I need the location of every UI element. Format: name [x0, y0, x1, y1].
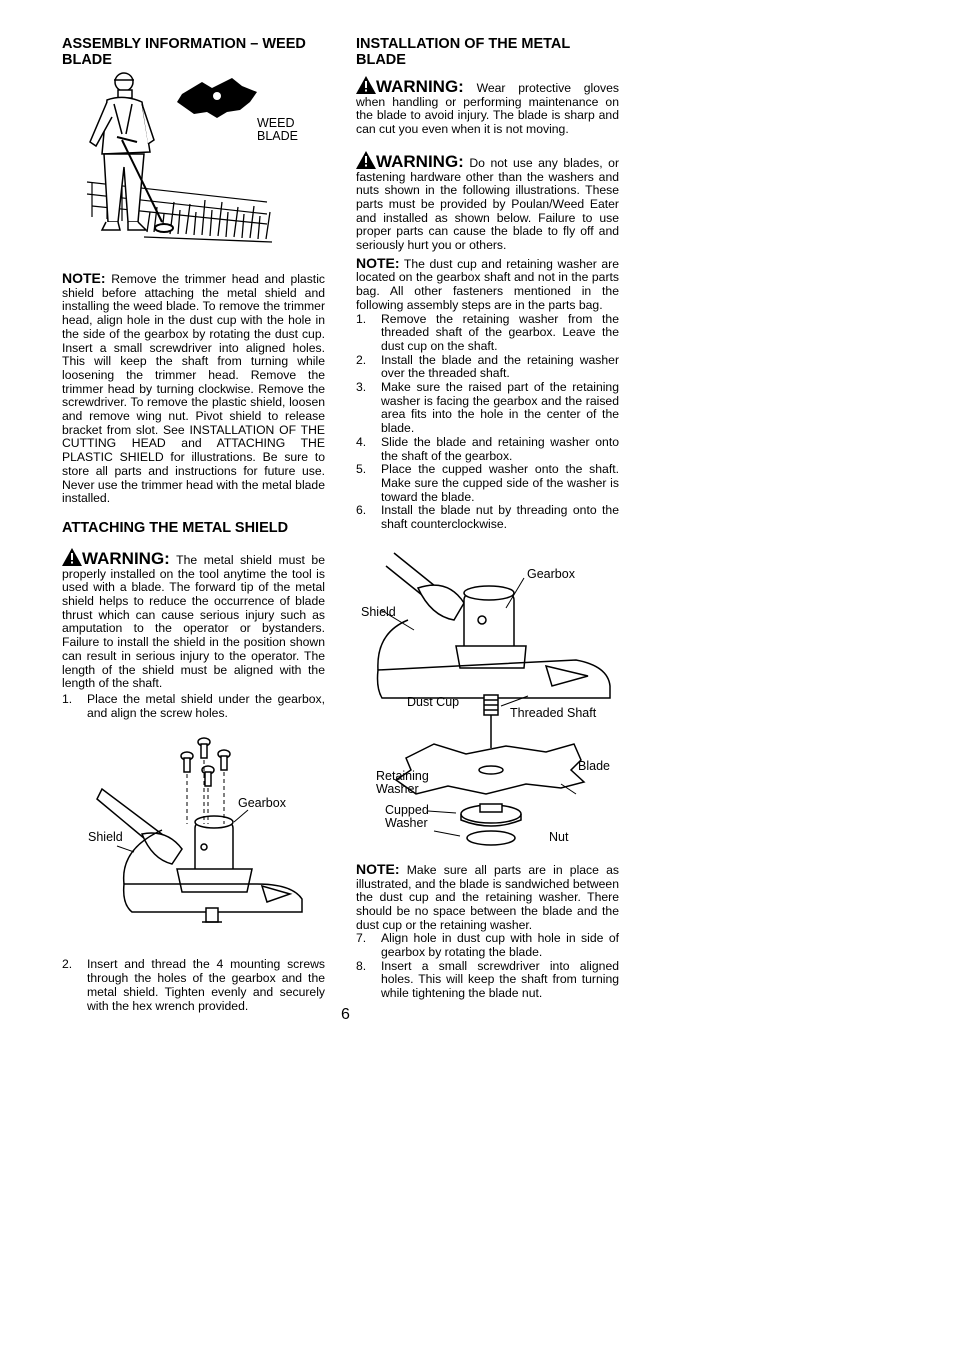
weed-blade-label-line1: WEED [257, 116, 295, 130]
shield-warning [62, 548, 325, 691]
list-item [356, 354, 619, 381]
threaded-shaft-label: Threaded Shaft [510, 705, 597, 720]
warning-icon [356, 76, 376, 94]
list-item [62, 693, 325, 720]
list-item [356, 313, 619, 354]
fig2-gearbox-label: Gearbox [238, 796, 286, 811]
list-item [356, 436, 619, 463]
note2-text: Make sure all parts are in place as illustrated, and the blade is sandwiched between the dust cup and the retaining washer. There should be no space between the blade and the dust cup or the retaining washer. [356, 862, 619, 932]
warning-icon [62, 548, 82, 566]
list-item [356, 504, 619, 531]
retaining-washer-label [376, 770, 429, 796]
cupped-washer-line1: Cupped [385, 802, 429, 817]
step-text: Place the metal shield under the gearbox, and align the screw holes. [87, 691, 325, 720]
list-item [62, 958, 325, 1013]
weed-blade-label [257, 117, 298, 143]
right-column [356, 36, 619, 1001]
step-text: Insert a small screwdriver into aligned holes. This will keep the shaft from turning while tightening the blade nut. [381, 958, 619, 1001]
step-number: 6. [356, 503, 367, 518]
steps-right-2 [356, 932, 619, 1001]
step-number: 8. [356, 958, 367, 973]
fig2-shield-label: Shield [88, 830, 123, 845]
warning2-label: WARNING: [376, 151, 464, 171]
note-right [356, 254, 619, 313]
warning-icon [356, 151, 376, 169]
step-text: Remove the retaining washer from the threaded shaft of the gearbox. Leave the dust cup on the shaft. [381, 311, 619, 353]
assembly-title: ASSEMBLY INFORMATION – WEED BLADE [62, 36, 306, 68]
note1 [62, 272, 325, 506]
shield-warning-text: The metal shield must be properly installed on the tool anytime the tool is used with a blade. The forward tip of the metal shield helps to reduce the occurrence of blade thrust which can cause serious injury such as amputation to the operator or bystanders. Failure to install the shield in the position shown can result in serious injury to the operator. The length of the shield must be aligned with the length of the shaft. [62, 552, 325, 691]
step-text: Place the cupped washer onto the shaft. Make sure the cupped side of the washer is toward the blade. [381, 462, 619, 504]
step-text: Install the blade and the retaining washer over the threaded shaft. [381, 352, 619, 381]
shield-label: Shield [361, 604, 396, 619]
blade-label: Blade [578, 758, 610, 773]
list-item [356, 381, 619, 436]
list-item [356, 463, 619, 504]
list-item [356, 932, 619, 959]
warning2 [356, 151, 619, 253]
weed-blade-figure [62, 72, 325, 250]
note1-label: NOTE: [62, 270, 106, 286]
steps-a [62, 693, 325, 720]
step-text: Slide the blade and retaining washer onto the shaft of the gearbox. [381, 434, 619, 463]
shield-warning-label: WARNING: [82, 548, 170, 568]
step-text: Align hole in dust cup with hole in side of gearbox by rotating the blade. [381, 931, 619, 960]
blade-install-title: INSTALLATION OF THE METAL BLADE [356, 36, 570, 68]
nut-label: Nut [549, 829, 569, 844]
note-right-text: The dust cup and retaining washer are located on the gearbox shaft and not in the parts bag. All other fasteners mentioned in the following assembly steps are in the parts bag. [356, 256, 619, 312]
blade-exploded-figure [356, 548, 619, 853]
retaining-washer-line2: Washer [376, 781, 419, 796]
step-text: Insert and thread the 4 mounting screws through the holes of the gearbox and the metal shield. Tighten evenly and securely with the hex wrench provided. [87, 957, 325, 1013]
page-number: 6 [341, 1006, 350, 1023]
shield-title: ATTACHING THE METAL SHIELD [62, 519, 289, 536]
warning2-text: Do not use any blades, or fastening hardware other than the washers and nuts shown in the following illustrations. These parts must be provided by Poulan/Weed Eater and installed as shown below. Failure to use proper parts can cause the blade to fly off and seriously hurt you or others. [356, 155, 620, 253]
warning1-text: Wear protective gloves when handling or performing maintenance on the blade to avoid injury. The blade is sharp and can cut you even when it is not moving. [356, 81, 619, 137]
gearbox-label: Gearbox [527, 566, 575, 581]
list-item [356, 960, 619, 1001]
note1-text: Remove the trimmer head and plastic shield before attaching the metal shield and installing the weed blade. To remove the trimmer head, align hole in the dust cup with the hole in the side of the gearbox by rotating the dust cup. Insert a small screwdriver into aligned holes. This will keep the shaft from turning while loosening the trimmer head. Remove the trimmer head by turning clockwise. Remove the screwdriver. To remove the plastic shield, loosen and remove wing nut. Pivot shield to release bracket from slot. See INSTALLATION OF THE CUTTING HEAD and ATTACHING THE PLASTIC SHIELD for illustrations. Be sure to store all parts and instructions for future use. Never use the trimmer head with the metal blade installed. [62, 272, 325, 506]
step-number: 5. [356, 462, 367, 477]
steps-right [356, 313, 619, 532]
step-text: Install the blade nut by threading onto the shaft counterclockwise. [381, 503, 619, 532]
note2-label: NOTE: [356, 860, 400, 877]
retaining-washer-line1: Retaining [376, 768, 429, 783]
dust-cup-label: Dust Cup [407, 694, 460, 709]
step-number: 2. [356, 352, 367, 367]
step-number: 7. [356, 931, 367, 946]
screw-icon [181, 738, 230, 786]
step-number: 2. [62, 957, 73, 972]
note-right-label: NOTE: [356, 254, 400, 271]
step-text: Make sure the raised part of the retaining washer is facing the gearbox and the raised area fits into the hole in the center of the blade. [381, 380, 619, 436]
step-number: 1. [62, 691, 73, 706]
warning1-label: WARNING: [376, 77, 464, 96]
step-number: 4. [356, 434, 367, 449]
warning1 [356, 76, 619, 137]
step-number: 3. [356, 380, 367, 395]
operator-illustration [62, 72, 325, 250]
note2 [356, 860, 619, 933]
left-column [62, 36, 325, 1013]
steps-b [62, 958, 325, 1013]
metal-shield-figure [62, 734, 325, 944]
weed-blade-label-line2: BLADE [257, 129, 298, 143]
cupped-washer-line2: Washer [385, 815, 428, 830]
cupped-washer-label [385, 804, 429, 830]
step-number: 1. [356, 311, 367, 326]
